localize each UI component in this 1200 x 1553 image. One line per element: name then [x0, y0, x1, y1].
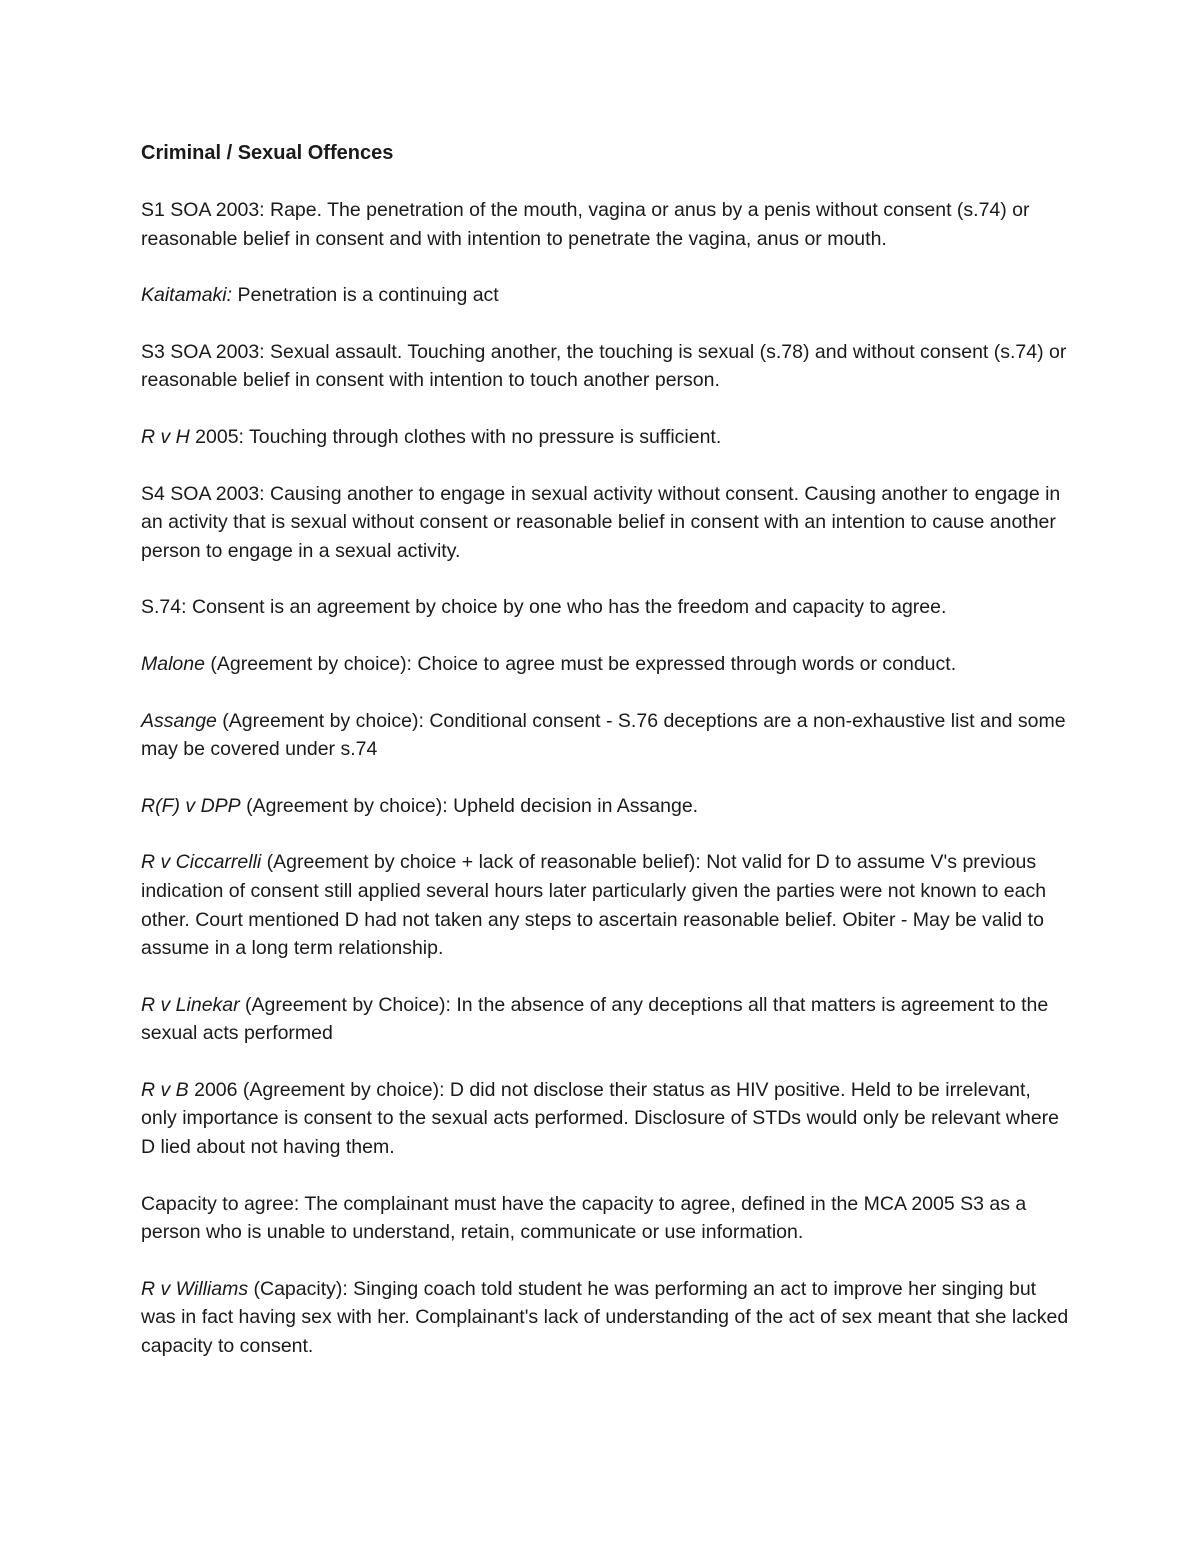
paragraph-text: (Agreement by choice): Choice to agree must be expressed through words or conduct.: [204, 652, 957, 675]
paragraph-r-v-ciccarrelli: [141, 848, 1071, 962]
paragraph-capacity-to-agree: [141, 1190, 1071, 1247]
paragraph-text: S3 SOA 2003: Sexual assault. Touching another, the touching is sexual (s.78) and without consent (s.74) or reasonable belief in consent with intention to touch another person.: [141, 340, 1067, 392]
case-name: R v B: [141, 1078, 189, 1101]
paragraph-text: S1 SOA 2003: Rape. The penetration of the mouth, vagina or anus by a penis without consent (s.74) or reasonable belief in consent and with intention to penetrate the vagina, anus or mouth.: [141, 199, 1030, 250]
paragraph-rf-v-dpp: [141, 792, 1071, 821]
paragraph-text: Capacity to agree: The complainant must have the capacity to agree, defined in the MCA 2005 S3 as a person who is unable to understand, retain, communicate or use information.: [141, 1192, 1027, 1244]
paragraph-s1-rape: [141, 196, 1071, 253]
paragraph-text: (Agreement by Choice): In the absence of any deceptions all that matters is agreement to the sexual acts performed: [141, 993, 1049, 1045]
paragraph-text: (Agreement by choice): Upheld decision in Assange.: [240, 794, 699, 817]
document-page: [141, 139, 1071, 1389]
paragraph-s3-sexual-assault: [141, 338, 1071, 395]
case-name: R v Williams: [141, 1277, 249, 1300]
paragraph-kaitamaki: [141, 281, 1071, 310]
paragraph-r-v-williams: [141, 1275, 1071, 1361]
paragraph-text: Penetration is a continuing act: [232, 284, 499, 307]
case-name: R v Ciccarrelli: [141, 851, 262, 874]
paragraph-text: (Agreement by choice + lack of reasonable belief): Not valid for D to assume V's previous indication of consent still applied several hours later particularly given the parties were not known to each other. Court mentioned D had not taken any steps to ascertain reasonable belief. Obiter - May be valid to assume in a long term relationship.: [141, 851, 1047, 960]
case-name: Kaitamaki:: [141, 284, 233, 307]
case-name: R v Linekar: [141, 993, 240, 1016]
paragraph-r-v-linekar: [141, 991, 1071, 1048]
document-title: Criminal / Sexual Offences: [141, 142, 394, 164]
paragraph-s74-consent: [141, 593, 1071, 622]
paragraph-text: 2005: Touching through clothes with no pressure is sufficient.: [189, 425, 722, 448]
case-name: R(F) v DPP: [141, 794, 241, 817]
paragraph-text: (Capacity): Singing coach told student he was performing an act to improve her singing but was in fact having sex with her. Complainant's lack of understanding of the act of sex meant that she lacked capacity to consent.: [141, 1277, 1069, 1358]
case-name: Assange: [141, 709, 217, 732]
paragraph-text: S4 SOA 2003: Causing another to engage in sexual activity without consent. Causing another to engage in an activity that is sexual without consent or reasonable belief in consent with an intention to cause another person to engage in a sexual activity.: [141, 482, 1061, 562]
paragraph-text: S.74: Consent is an agreement by choice by one who has the freedom and capacity to agree.: [141, 596, 947, 619]
paragraph-text: 2006 (Agreement by choice): D did not disclose their status as HIV positive. Held to be irrelevant, only importance is consent to the sexual acts performed. Disclosure of STDs would only be relevant where D lied about not having them.: [141, 1078, 1060, 1159]
paragraph-text: (Agreement by choice): Conditional consent - S.76 deceptions are a non-exhaustive list and some may be covered under s.74: [141, 709, 1066, 761]
paragraph-r-v-b: [141, 1076, 1071, 1162]
paragraph-r-v-h: [141, 423, 1071, 452]
paragraph-assange: [141, 707, 1071, 764]
paragraph-malone: [141, 650, 1071, 679]
case-name: Malone: [141, 652, 205, 675]
paragraph-s4-causing-activity: [141, 480, 1071, 566]
case-name: R v H: [141, 425, 190, 448]
